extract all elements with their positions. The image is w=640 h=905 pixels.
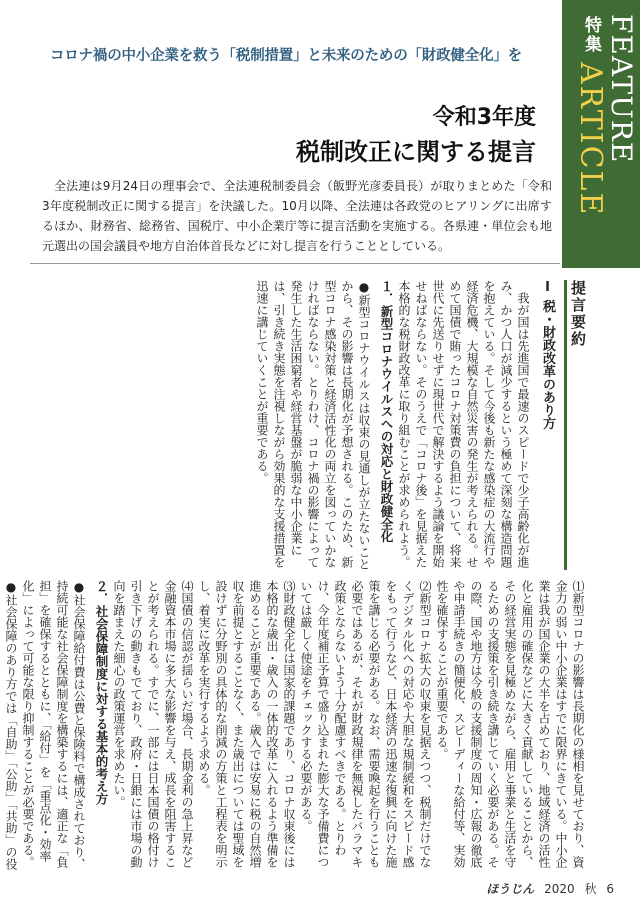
- paragraph-6: ⑷国債の信認が揺らいだ場合、長期金利の急上昇など金融資本市場に多大な影響を与え、成長を阻害することが考えられる。すでに、一部には日本国債の格付け引き下げの動きもでており、政府・日銀には市場の動向を踏まえた細心の政策運営を求めたい。: [112, 580, 194, 868]
- article-label: ARTICLE: [573, 62, 608, 217]
- headline: コロナ禍の中小企業を救う「税制措置」と未来のための「財政健全化」を: [50, 48, 522, 64]
- body-upper: [26, 280, 586, 570]
- paragraph-4: ⑵新型コロナ拡大の収束を見据えつつ、税制だけでなくデジタル化への対応や大胆な規制緩和をスピード感をもって行うなど、日本経済の迅速な復興に向けた施策を講じる必要がある。なお、需要喚起を行うことも必要ではあるが、それが財政規律を無視したバラマキ政策とならないよう十分配慮すべきである。とりわけ、今年度補正予算で盛り込まれた膨大な予備費については厳しく使途をチェックする必要がある。: [299, 580, 432, 868]
- page-number: 6: [606, 882, 614, 896]
- publication-year: 2020: [544, 882, 575, 896]
- feature-label: FEATURE: [605, 14, 638, 164]
- subheading-1: １．新型コロナウイルスへの対応と財政健全化: [379, 280, 394, 543]
- paragraph-1: 我が国は先進国で最速のスピードで少子高齢化が進み、かつ人口が減少するという極めて深刻な構造問題を抱えている。そして今後も新たな感染症の大流行や経済危機、大規模な自然災害の発生が考えられる。せめて国債で賄ったコロナ対策費の負担について、将来世代に先送りせずに現世代で解決するよう議論を開始せねばならない。そのうえで「コロナ後」を見据えた本格的な税財政改革に取り組むことが求められよう。: [397, 280, 530, 568]
- body-lower: [4, 580, 586, 870]
- paragraph-5: ⑶財政健全化は国家的課題であり、コロナ収束後には本格的な歳出・歳入の一体的改革に入れるよう準備を進めることが重要である。歳入では安易に税の自然増収を前提とすることなく、また歳出については聖域を設けずに分野別の具体的な削減の方策と工程表を明示し、着実に改革を実行するよう求める。: [197, 580, 296, 868]
- divider: [30, 263, 560, 264]
- title-line2: 税制改正に関する提言: [296, 138, 536, 166]
- title-line1: 令和3年度: [432, 105, 536, 130]
- page-footer: [480, 880, 614, 897]
- paragraph-7: ●社会保障給付費は公費と保険料で構成されており、持続可能な社会保障制度を構築するには、適正な「負担」を確保するとともに、「給付」を「重点化・効率化」によって可能な限り抑制することが必要である。: [21, 580, 86, 870]
- paragraph-2: ●新型コロナウイルスは収束の見通しが立たないことから、その影響は長期化が予想される。このため、新型コロナ感染対策と経済活性化の両立を図っていかなければならない。とりわけ、コロナ禍の影響によって発生した生活困窮者や経営基盤が脆弱な中小企業には、引き続き実態を注視しながら効果的な支援措置を迅速に講じていくことが重要である。: [255, 280, 371, 570]
- section-yoyaku: 提言要約: [564, 280, 586, 570]
- section-heading-1: Ⅰ 税・財政改革のあり方: [540, 280, 555, 430]
- publication-season: 秋: [584, 882, 597, 896]
- subheading-2: ２．社会保障制度に対する基本的考え方: [94, 580, 109, 805]
- lead-paragraph: 全法連は9月24日の理事会で、全法連税制委員会（飯野光彦委員長）が取りまとめた「令和3年度税制改正に関する提言」を決議した。10月以降、全法連は各政党のヒアリングに出席するほか、財務省、総務省、国税庁、中小企業庁等に提言活動を実施する。各県連・単位会も地元選出の国会議員や地方自治体首長などに対し提言を行うこととしている。: [42, 179, 552, 253]
- tokushu-label: 特集: [581, 16, 601, 54]
- publication-name: ほうじん: [486, 882, 535, 896]
- paragraph-3: ⑴新型コロナの影響は長期化の様相を見せており、資金力の弱い中小企業はすでに限界にきている。中小企業は我が国企業の大半を占めており、地域経済の活性化と雇用の確保などに大きく貢献していることから、その経営実態を見極めながら、雇用と事業と生活を守るための支援策を引き続き講じていく必要がある。その際、国や地方は今般の支援制度の周知・広報の徹底や申請手続きの簡便化、スピーディーな給付等、実効性を確保することが重要である。: [435, 580, 585, 868]
- paragraph-8: ●社会保障のあり方では「自助」「公助」「共助」の役: [4, 580, 18, 870]
